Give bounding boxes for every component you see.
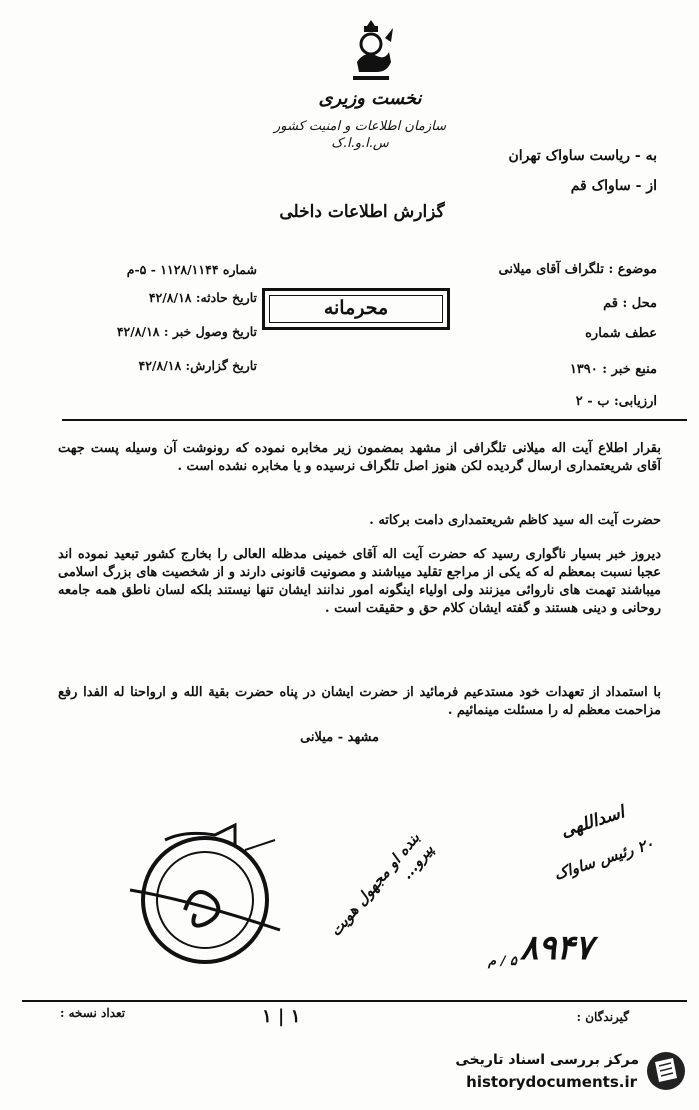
source-line: منبع خبر : ۱۳۹۰ [569,362,657,377]
copies-label: تعداد نسخه : [60,1006,126,1020]
body-paragraph-3: دیروز خبر بسیار ناگواری رسید که حضرت آیت اله آقای خمینی مدظله العالی را بخارج کشور تبعید نموده اند عجبا نسبت بمعظم له که یکی از مراجع تقلید میباشند و مصونیت قانونی دارند و از شخصیت های بزرگ اسلامی میباشند تهمت های ناروائی میزنند ولی اولیاء اینگونه امور ندانند ایشان تنها نیستند بلکه لسان ناطق همه جامعه روحانی و دینی هستند و گفته ایشان کلام حق و حقیقت است . [58,547,661,616]
header-divider [62,419,687,421]
handwritten-document-number: ۸۹۴۷ [520,928,594,968]
classification-stamp [262,288,450,330]
report-title: گزارش اطلاعات داخلی [279,202,445,222]
footer-mark: ۱ | ۱ [262,1006,301,1027]
organization-name [260,118,460,152]
receipt-date: تاریخ وصول خبر : ۴۲/۸/۱۸ [116,324,257,339]
lion-and-sun-emblem-icon [345,18,397,82]
body-paragraph-4: با استمداد از تعهدات خود مستدعیم فرمائید از حضرت ایشان در پناه حضرت بقیة الله و ارواحنا له الفدا رفع مزاحمت معظم له را مسئلت مینمائیم . [58,685,661,718]
handwritten-note-right: ۲۰ رئیس ساواک [551,834,656,884]
recipient-line: به - ریاست ساواک تهران [508,148,657,164]
assessment-line: ارزیابی: ب - ۲ [575,394,657,409]
watermark-org-name: مرکز بررسی اسناد تاریخی [455,1052,639,1068]
official-seal-icon [125,820,285,980]
attachment-line: عطف شماره [585,326,657,341]
handwritten-signature-right: اسداللهی [558,802,627,842]
archive-logo-icon [645,1050,687,1092]
handwritten-note-left: بنده او مجهول هویت پیرو... [326,828,437,940]
sender-line: از - ساواک قم [570,178,657,194]
organization-line-1: سازمان اطلاعات و امنیت کشور [273,119,447,134]
classification-label: محرمانه [269,295,443,323]
signature-line: مشهد - میلانی [300,730,379,745]
watermark-url: historydocuments.ir [466,1073,637,1091]
event-date: تاریخ حادثه: ۴۲/۸/۱۸ [148,290,257,305]
document-number: شماره ۱۱۲۸/۱۱۴۴ - ۵-م [126,262,257,277]
report-date: تاریخ گزارش: ۴۲/۸/۱۸ [138,358,257,373]
organization-line-2: س.ا.و.ا.ک [331,136,389,151]
handwritten-document-suffix: ۵ / م [488,954,517,969]
location-line: محل : قم [603,296,657,311]
body-paragraph-2: حضرت آیت اله سید کاظم شریعتمداری دامت برکاته . [369,513,661,528]
footer-divider [22,1000,687,1002]
ministry-title: نخست وزیری [318,88,422,109]
recipients-label: گیرندگان : [576,1010,629,1024]
body-paragraph-1: بقرار اطلاع آیت اله میلانی تلگرافی از مشهد بمضمون زیر مخابره نموده که رونوشت آن وسیله پست جهت آقای شریعتمداری ارسال گردیده لکن هنوز اصل تلگراف نرسیده و یا مخابره نشده است . [58,441,661,474]
subject-line: موضوع : تلگراف آقای میلانی [498,262,657,277]
